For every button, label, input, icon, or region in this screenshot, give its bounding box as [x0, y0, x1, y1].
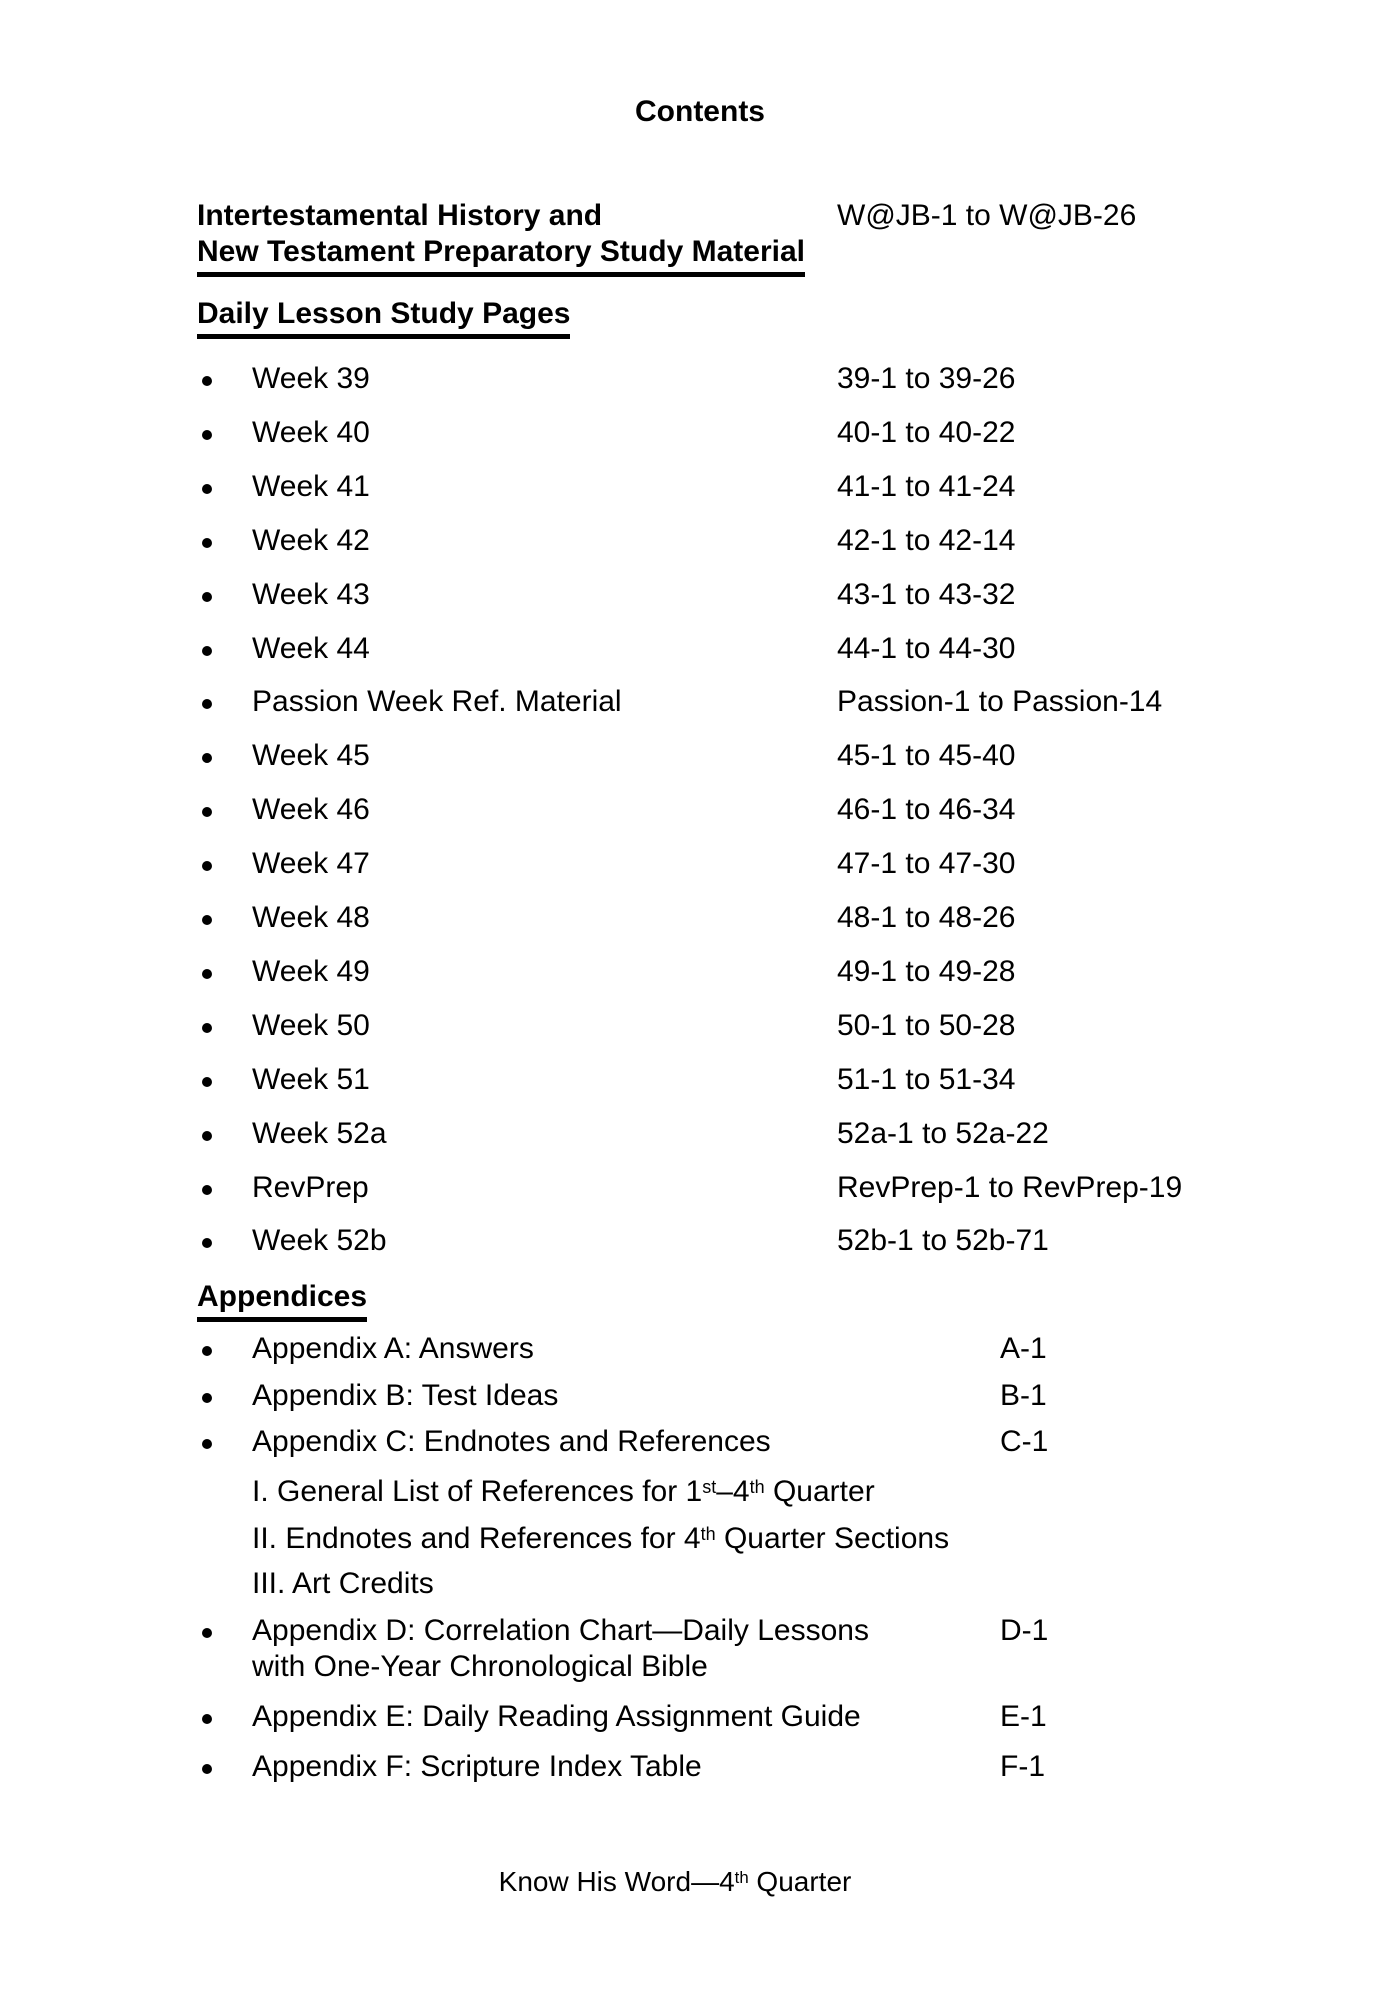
toc-entry-pages: 39-1 to 39-26 [837, 362, 1016, 395]
toc-entry-pages: B-1 [1000, 1379, 1047, 1412]
toc-entry-pages: D-1 [1000, 1614, 1049, 1647]
superscript: th [700, 1523, 716, 1544]
toc-entry-appendix-d [197, 1612, 1257, 1650]
bullet-icon [202, 1714, 212, 1724]
toc-entry [197, 1169, 1257, 1207]
toc-subentry-c1 [197, 1473, 1257, 1511]
toc-entry-pages: RevPrep-1 to RevPrep-19 [837, 1171, 1183, 1204]
page-title [0, 93, 1400, 131]
toc-entry-pages: 45-1 to 45-40 [837, 739, 1016, 772]
bullet-icon [202, 1185, 212, 1195]
toc-entry [197, 683, 1257, 721]
toc-entry [197, 791, 1257, 829]
superscript: th [749, 1476, 765, 1497]
toc-entry-label: Appendix F: Scripture Index Table [252, 1750, 702, 1783]
toc-entry-pages: 47-1 to 47-30 [837, 847, 1016, 880]
bullet-icon [202, 1393, 212, 1403]
page-footer [0, 1863, 1350, 1901]
superscript: st [702, 1476, 717, 1497]
toc-entry [197, 1061, 1257, 1099]
toc-entry-label: Week 52a [252, 1117, 387, 1150]
toc-subentry-label: I. General List of References for 1st–4th Quarter [252, 1475, 875, 1508]
toc-entry-appendix-c [197, 1423, 1257, 1461]
intro-label-line2: New Testament Preparatory Study Material [197, 237, 805, 277]
toc-entry-pages: 51-1 to 51-34 [837, 1063, 1016, 1096]
toc-entry-pages: 50-1 to 50-28 [837, 1009, 1016, 1042]
toc-entry-label: Week 49 [252, 955, 370, 988]
toc-entry [197, 522, 1257, 560]
toc-entry-label: Week 45 [252, 739, 370, 772]
bullet-icon [202, 807, 212, 817]
bullet-icon [202, 592, 212, 602]
toc-entry [197, 1115, 1257, 1153]
toc-entry-label: Appendix E: Daily Reading Assignment Guide [252, 1700, 861, 1733]
toc-entry-pages: C-1 [1000, 1425, 1049, 1458]
toc-entry [197, 899, 1257, 937]
toc-entry-pages: A-1 [1000, 1332, 1047, 1365]
toc-entry [197, 630, 1257, 668]
toc-entry-label: Week 44 [252, 632, 370, 665]
section-heading-daily-lessons [197, 295, 1257, 339]
bullet-icon [202, 376, 212, 386]
bullet-icon [202, 538, 212, 548]
bullet-icon [202, 646, 212, 656]
toc-entry-pages: F-1 [1000, 1750, 1045, 1783]
bullet-icon [202, 1077, 212, 1087]
toc-entry-pages: 42-1 to 42-14 [837, 524, 1016, 557]
toc-entry-pages: 48-1 to 48-26 [837, 901, 1016, 934]
bullet-icon [202, 861, 212, 871]
toc-entry-label: Week 41 [252, 470, 370, 503]
toc-entry [197, 1007, 1257, 1045]
toc-entry-label: Passion Week Ref. Material [252, 685, 622, 718]
bullet-icon [202, 969, 212, 979]
toc-entry-label: RevPrep [252, 1171, 369, 1204]
toc-entry-label: Week 51 [252, 1063, 370, 1096]
toc-entry-label: Week 40 [252, 416, 370, 449]
toc-entry [197, 576, 1257, 614]
superscript: th [734, 1868, 749, 1888]
toc-entry-appendix-f [197, 1748, 1257, 1786]
toc-entry-pages: 46-1 to 46-34 [837, 793, 1016, 826]
toc-entry [197, 360, 1257, 398]
toc-subentry-label: III. Art Credits [252, 1567, 434, 1600]
toc-entry-label: with One-Year Chronological Bible [252, 1650, 708, 1683]
bullet-icon [202, 1238, 212, 1248]
bullet-icon [202, 484, 212, 494]
bullet-icon [202, 1346, 212, 1356]
toc-subentry-c2 [197, 1520, 1257, 1558]
toc-entry [197, 845, 1257, 883]
bullet-icon [202, 1131, 212, 1141]
section-heading-text: Daily Lesson Study Pages [197, 299, 570, 339]
section-heading-appendices [197, 1278, 1257, 1322]
bullet-icon [202, 753, 212, 763]
toc-entry [197, 414, 1257, 452]
bullet-icon [202, 915, 212, 925]
toc-entry-pages: Passion-1 to Passion-14 [837, 685, 1163, 718]
toc-entry-label: Week 48 [252, 901, 370, 934]
toc-entry [197, 953, 1257, 991]
toc-entry-label: Appendix C: Endnotes and References [252, 1425, 771, 1458]
bullet-icon [202, 1023, 212, 1033]
bullet-icon [202, 1764, 212, 1774]
toc-entry-label: Week 52b [252, 1224, 387, 1257]
section-heading-text: Appendices [197, 1282, 367, 1322]
toc-entry-label: Appendix D: Correlation Chart—Daily Lessons [252, 1614, 869, 1647]
toc-entry-intro-line1 [197, 197, 1257, 235]
bullet-icon [202, 430, 212, 440]
toc-entry [197, 1222, 1257, 1260]
toc-entry [197, 468, 1257, 506]
toc-entry-pages: 41-1 to 41-24 [837, 470, 1016, 503]
bullet-icon [202, 1628, 212, 1638]
toc-entry-label: Week 39 [252, 362, 370, 395]
footer-text: Know His Word—4th Quarter [498, 1866, 852, 1897]
toc-entry-appendix-b [197, 1377, 1257, 1415]
toc-entry-label: Week 43 [252, 578, 370, 611]
toc-entry-pages: 44-1 to 44-30 [837, 632, 1016, 665]
toc-entry [197, 737, 1257, 775]
toc-entry-appendix-d-line2 [197, 1648, 1257, 1686]
toc-entry-label: Week 46 [252, 793, 370, 826]
intro-label-line1: Intertestamental History and [197, 199, 603, 232]
toc-entry-intro-line2 [197, 233, 1257, 277]
toc-entry-pages: 43-1 to 43-32 [837, 578, 1016, 611]
intro-pages: W@JB-1 to W@JB-26 [837, 199, 1137, 232]
toc-entry-pages: E-1 [1000, 1700, 1047, 1733]
toc-entry-appendix-a [197, 1330, 1257, 1368]
bullet-icon [202, 1439, 212, 1449]
page-title-text: Contents [635, 95, 765, 128]
toc-entry-label: Week 47 [252, 847, 370, 880]
toc-entry-pages: 52b-1 to 52b-71 [837, 1224, 1049, 1257]
toc-entry-appendix-e [197, 1698, 1257, 1736]
toc-subentry-label: II. Endnotes and References for 4th Quarter Sections [252, 1522, 950, 1555]
toc-entry-label: Appendix B: Test Ideas [252, 1379, 559, 1412]
toc-entry-label: Week 42 [252, 524, 370, 557]
toc-subentry-c3 [197, 1565, 1257, 1603]
bullet-icon [202, 699, 212, 709]
toc-entry-label: Week 50 [252, 1009, 370, 1042]
toc-entry-pages: 52a-1 to 52a-22 [837, 1117, 1049, 1150]
toc-entry-pages: 49-1 to 49-28 [837, 955, 1016, 988]
toc-entry-label: Appendix A: Answers [252, 1332, 534, 1365]
toc-entry-pages: 40-1 to 40-22 [837, 416, 1016, 449]
